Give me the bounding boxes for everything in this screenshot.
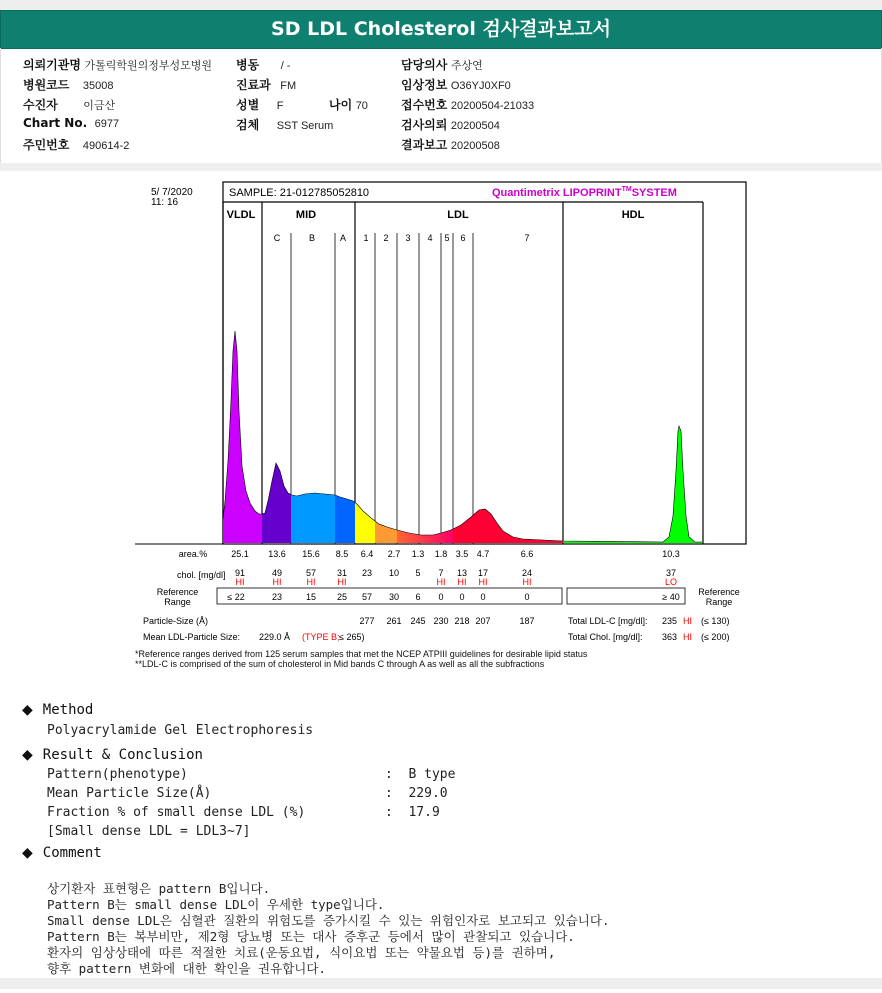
band-label: 5 [444,233,450,243]
chol-value: 13 [456,568,468,578]
chol-flag: LO [664,577,678,587]
band-label: 2 [383,233,389,243]
curve-fraction [355,503,375,544]
comment-line: 환자의 임상상태에 따른 적절한 치료(운동요법, 식이요법 또는 약물요법 등)를 권하며, [47,945,556,960]
diamond-icon: ◆ [22,845,33,861]
row-label-ref-box [150,587,205,611]
chart-footnotes [135,649,587,669]
comment-line: 향후 pattern 변화에 대한 확인을 권유합니다. [47,961,326,976]
reference-value: ≤ 22 [227,592,245,602]
curve-fraction [453,509,563,543]
group-label-mid: MID [295,209,317,221]
result-heading: ◆ Result & Conclusion [22,747,203,763]
chart-no-field: Chart No. 6977 [23,116,120,130]
band-label: 3 [405,233,411,243]
particle-size: 207 [475,616,491,626]
doctor-field: 담당의사 주상연 [401,58,483,72]
result-row-size-label: Mean Particle Size(Å) [47,786,212,801]
comment-line: Small dense LDL은 심혈관 질환의 위험도를 증가시킬 수 있는 위험인자로 보고되고 있습니다. [47,913,610,928]
row-label-psize: Particle-Size (Å) [143,616,209,626]
area-value: 1.3 [411,549,425,559]
result-row-size-value: : 229.0 [385,786,448,801]
reference-value: 15 [305,592,317,602]
area-value: 8.5 [335,549,349,559]
comment-heading: ◆ Comment [22,845,102,861]
area-value: 13.6 [268,549,286,559]
reference-value: 0 [459,592,465,602]
total-chol-flag: HI [683,632,692,642]
dept-field: 진료과 FM [236,78,297,92]
system-name [492,186,677,199]
particle-size: 230 [433,616,449,626]
age-field: 나이 70 [329,98,368,112]
particle-size: 218 [454,616,470,626]
group-label-ldl: LDL [447,209,469,221]
curve-fraction [335,495,355,543]
chol-value: 49 [271,568,283,578]
title-bar [0,10,882,49]
comment-line: 상기환자 표현형은 pattern B입니다. [47,881,271,896]
chol-value: 23 [361,568,373,578]
report-field: 결과보고 20200508 [401,138,500,152]
total-ldl-label: Total LDL-C [mg/dl]: [568,616,648,626]
comment-text [47,865,609,993]
lipoprint-chart [135,181,747,646]
comment-line: Pattern B는 복부비만, 제2형 당뇨병 또는 대사 증후군 등에서 많이 관찰되고 있습니다. [47,929,575,944]
band-label: 7 [524,233,530,243]
chol-value: 17 [477,568,489,578]
chart-frame [223,182,746,544]
result-row-fraction-value: : 17.9 [385,805,440,820]
curve-fraction [375,521,397,543]
particle-size: 261 [386,616,402,626]
section-separator [0,163,882,171]
total-ldl-value: 235 [662,616,678,626]
result-row-pattern-label: Pattern(phenotype) [47,767,188,782]
chol-flag: HI [272,577,282,587]
method-heading: ◆ Method [22,702,94,718]
row-label-ref: Reference Range [156,587,199,607]
lipoprint-chart-svg [135,181,747,646]
total-chol-ref: (≤ 200) [701,632,730,642]
chol-value: 57 [305,568,317,578]
row-label-ref-right-box [689,587,747,611]
sex-field: 성별 F [236,98,284,112]
mean-size-value: 229.0 Å [259,632,291,642]
electrophoresis-curve [223,331,703,543]
top-strip [0,0,882,10]
reference-value: ≥ 40 [662,592,680,602]
area-value: 15.6 [302,549,320,559]
band-label: A [339,233,347,243]
band-label: C [273,233,281,243]
area-value: 2.7 [387,549,401,559]
reference-value: 23 [271,592,283,602]
hospital-code-field: 병원코드 35008 [23,78,114,92]
chol-value: 5 [415,568,421,578]
total-chol-label: Total Chol. [mg/dl]: [568,632,643,642]
band-label: 4 [427,233,433,243]
chol-flag: HI [306,577,316,587]
chart-date: 5/ 7/2020 [151,187,193,198]
reference-value: 0 [480,592,486,602]
method-section [22,702,93,718]
particle-size: 187 [519,616,535,626]
total-ldl-flag: HI [683,616,692,626]
resident-id-field: 주민번호 490614-2 [23,138,130,152]
sample-id: SAMPLE: 21-012785052810 [229,187,370,199]
chol-value: 91 [234,568,246,578]
chol-flag: HI [337,577,347,587]
group-label-hdl: HDL [621,209,645,221]
result-row-fraction-label: Fraction % of small dense LDL (%) [47,805,306,820]
patient-field: 수진자 이금산 [23,98,116,112]
band-label: B [308,233,316,243]
footnote-ldl: **LDL-C is comprised of the sum of cholesterol in Mid bands C through A as well as all the subfractions [135,659,545,669]
area-value: 6.6 [520,549,534,559]
chart-time: 11: 16 [151,197,179,208]
result-section [22,747,203,763]
band-label: 6 [460,233,466,243]
diamond-icon: ◆ [22,702,33,718]
chol-flag: HI [522,577,532,587]
hospital-field: 의뢰기관명 가톨릭학원의정부성모병원 [23,58,212,72]
chol-flag: HI [436,577,446,587]
mean-size-type: (TYPE B; [302,632,340,642]
row-label-chol: chol. [mg/dl] [177,570,226,580]
particle-size: 245 [410,616,426,626]
curve-fraction [223,331,262,543]
chol-flag: HI [478,577,488,587]
receipt-field: 접수번호 20200504-21033 [401,98,535,112]
band-grid [223,202,703,544]
reference-value: 0 [438,592,444,602]
row-label-mean: Mean LDL-Particle Size: [143,632,241,642]
row-label-ref-right: Reference Range [698,587,740,607]
chol-value: 37 [665,568,677,578]
reference-value: 57 [361,592,373,602]
band-label: 1 [363,233,369,243]
request-field: 검사의뢰 20200504 [401,118,500,132]
particle-size: 277 [359,616,375,626]
chol-value: 10 [388,568,400,578]
group-label-vldl: VLDL [226,209,256,221]
system-name-main: Quantimetrix LIPOPRINT [492,187,622,199]
area-value: 1.8 [434,549,448,559]
bottom-strip [0,978,882,989]
area-value: 4.7 [476,549,490,559]
chol-flag: HI [457,577,467,587]
patient-info-panel [0,48,882,164]
curve-fraction [262,463,291,543]
chol-value: 24 [521,568,533,578]
page-title: SD LDL Cholesterol 검사결과보고서 [271,18,611,40]
footnote-reference: *Reference ranges derived from 125 serum samples that met the NCEP ATPIII guidelines for desirable lipid status [135,649,588,659]
method-text: Polyacrylamide Gel Electrophoresis [47,723,314,738]
clinical-info-field: 임상정보 O36YJ0XF0 [401,78,511,92]
row-label-area: area.% [178,549,208,559]
curve-fraction [291,493,335,543]
area-value: 25.1 [231,549,249,559]
system-name-suffix: SYSTEM [631,187,677,199]
chol-value: 7 [438,568,444,578]
result-note: [Small dense LDL = LDL3~7] [47,824,251,839]
diamond-icon: ◆ [22,747,33,763]
area-value: 6.4 [360,549,374,559]
system-name-tm: TM [621,186,632,193]
fraction-table [227,549,679,626]
curve-fraction [563,426,703,543]
specimen-field: 검체 SST Serum [236,118,334,132]
reference-value: 25 [336,592,348,602]
comment-section [22,845,102,861]
curve-fraction [397,529,453,543]
total-chol-value: 363 [662,632,678,642]
area-value: 3.5 [455,549,469,559]
comment-line: Pattern B는 small dense LDL이 우세한 type입니다. [47,897,385,912]
area-value: 10.3 [662,549,680,559]
reference-value: 30 [388,592,400,602]
ward-field: 병동 / - [236,58,291,72]
chol-value: 31 [336,568,348,578]
result-row-pattern-value: : B type [385,767,456,782]
reference-value: 0 [524,592,530,602]
total-ldl-ref: (≤ 130) [701,616,730,626]
mean-size-ref: ≤ 265) [339,632,365,642]
reference-value: 6 [415,592,421,602]
chol-flag: HI [235,577,245,587]
